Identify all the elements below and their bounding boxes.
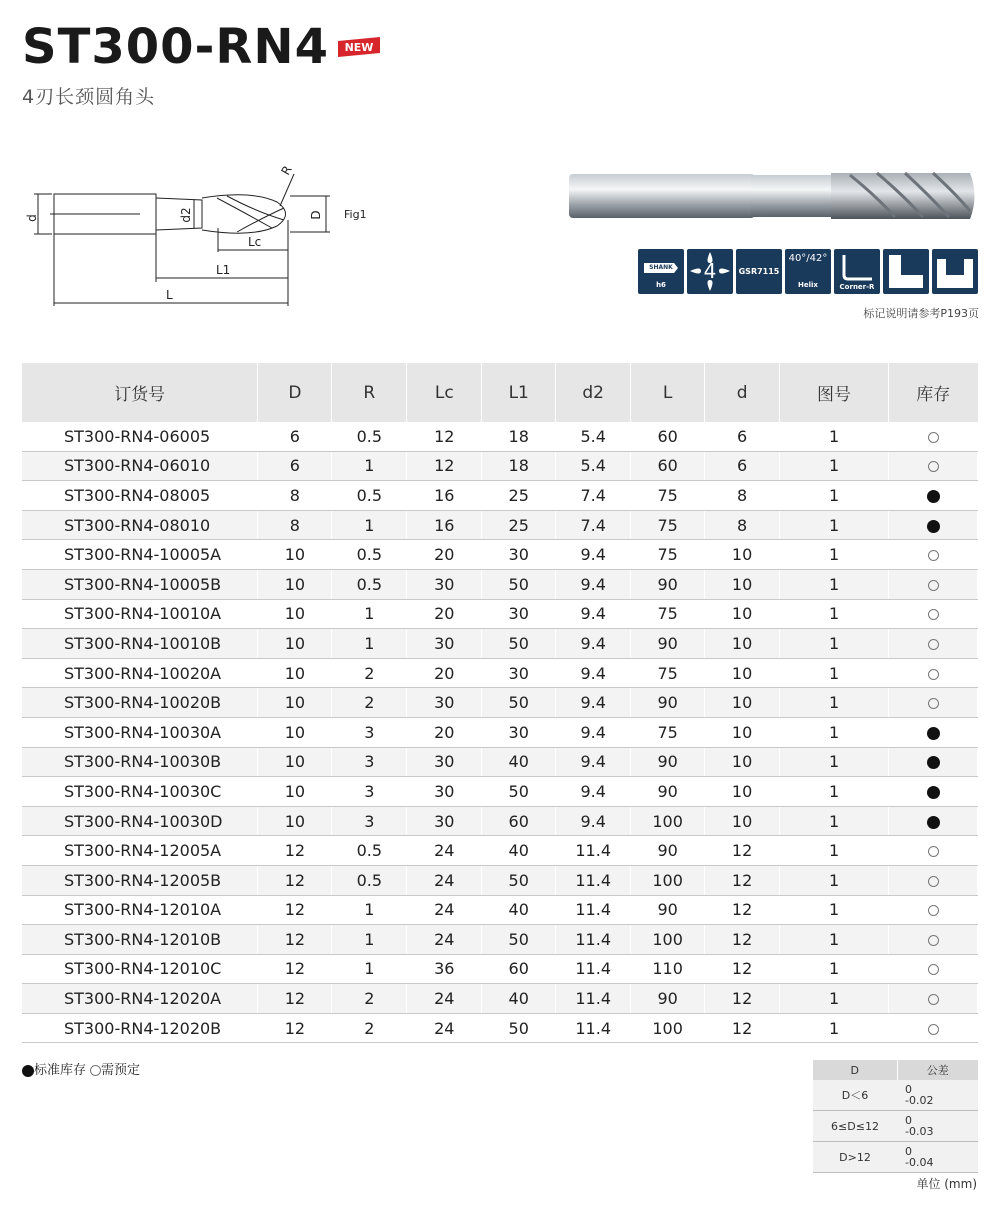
in-stock-icon [927, 520, 940, 533]
spec-table-body [22, 422, 978, 1043]
value-cell: 90 [631, 629, 705, 659]
value-cell: 2 [332, 658, 407, 688]
order-number-cell: ST300-RN4-12020B [22, 1013, 258, 1043]
value-cell: 11.4 [556, 1013, 631, 1043]
header-R: R [332, 363, 407, 422]
legend-order: 需预定 [101, 1063, 141, 1078]
value-cell: 24 [407, 984, 482, 1014]
tol-row: D＜6 0 -0.02 [813, 1080, 978, 1111]
table-row [22, 925, 978, 955]
value-cell: 75 [631, 540, 705, 570]
stock-legend [22, 1059, 140, 1078]
order-number-cell: ST300-RN4-12010B [22, 925, 258, 955]
value-cell: 12 [258, 895, 332, 925]
value-cell: 7.4 [556, 481, 631, 511]
order-required-icon [928, 935, 939, 946]
table-row [22, 954, 978, 984]
order-number-cell: ST300-RN4-10020B [22, 688, 258, 718]
value-cell: 90 [631, 688, 705, 718]
label-D: D [309, 210, 323, 220]
stock-cell [889, 954, 978, 984]
value-cell: 1 [780, 688, 889, 718]
label-Lc: Lc [248, 235, 262, 249]
stock-cell [889, 599, 978, 629]
value-cell: 10 [258, 599, 332, 629]
value-cell: 1 [780, 422, 889, 451]
shank-h6-icon: SHANK h6 [638, 249, 684, 294]
value-cell: 12 [705, 954, 780, 984]
in-stock-icon [927, 756, 940, 769]
value-cell: 11.4 [556, 895, 631, 925]
value-cell: 1 [780, 836, 889, 866]
stock-cell [889, 540, 978, 570]
label-L1: L1 [216, 263, 231, 277]
value-cell: 2 [332, 984, 407, 1014]
value-cell: 1 [780, 747, 889, 777]
value-cell: 12 [407, 451, 482, 481]
value-cell: 16 [407, 481, 482, 511]
value-cell: 12 [258, 1013, 332, 1043]
tol-row: 6≤D≤12 0 -0.03 [813, 1111, 978, 1142]
value-cell: 40 [482, 836, 556, 866]
corner-r-icon: Corner-R [834, 249, 880, 294]
value-cell: 24 [407, 925, 482, 955]
value-cell: 90 [631, 895, 705, 925]
order-number-cell: ST300-RN4-10030D [22, 806, 258, 836]
order-number-cell: ST300-RN4-08010 [22, 510, 258, 540]
header-fig: 图号 [780, 363, 889, 422]
table-row [22, 1013, 978, 1043]
stock-cell [889, 865, 978, 895]
value-cell: 75 [631, 510, 705, 540]
order-number-cell: ST300-RN4-10020A [22, 658, 258, 688]
header-L: L [631, 363, 705, 422]
product-title: ST300-RN4 [22, 19, 329, 75]
order-number-cell: ST300-RN4-10030C [22, 777, 258, 807]
value-cell: 12 [705, 984, 780, 1014]
value-cell: 9.4 [556, 717, 631, 747]
value-cell: 3 [332, 747, 407, 777]
table-row [22, 747, 978, 777]
label-d2: d2 [179, 207, 193, 223]
legend-stock: 标准库存 [34, 1063, 87, 1078]
value-cell: 12 [705, 1013, 780, 1043]
value-cell: 8 [258, 481, 332, 511]
value-cell: 9.4 [556, 629, 631, 659]
value-cell: 2 [332, 688, 407, 718]
product-subtitle: 4刃长颈圆角头 [22, 86, 156, 108]
value-cell: 10 [705, 747, 780, 777]
tool-photo [565, 165, 980, 227]
value-cell: 0.5 [332, 481, 407, 511]
value-cell: 0.5 [332, 540, 407, 570]
table-row [22, 510, 978, 540]
stock-dot-icon [22, 1065, 34, 1077]
stock-cell [889, 984, 978, 1014]
order-number-cell: ST300-RN4-12010C [22, 954, 258, 984]
tol-header-D: D [813, 1060, 897, 1080]
value-cell: 50 [482, 1013, 556, 1043]
value-cell: 11.4 [556, 865, 631, 895]
order-number-cell: ST300-RN4-06005 [22, 422, 258, 451]
header-Lc: Lc [407, 363, 482, 422]
value-cell: 12 [705, 895, 780, 925]
value-cell: 75 [631, 717, 705, 747]
value-cell: 0.5 [332, 836, 407, 866]
table-row [22, 806, 978, 836]
material-icon: GSR7115 [736, 249, 782, 294]
value-cell: 50 [482, 688, 556, 718]
order-number-cell: ST300-RN4-10030A [22, 717, 258, 747]
value-cell: 1 [332, 510, 407, 540]
table-header-row [22, 363, 978, 422]
stock-cell [889, 629, 978, 659]
value-cell: 1 [780, 925, 889, 955]
value-cell: 1 [780, 510, 889, 540]
value-cell: 12 [258, 865, 332, 895]
value-cell: 9.4 [556, 540, 631, 570]
stock-cell [889, 836, 978, 866]
value-cell: 25 [482, 481, 556, 511]
value-cell: 16 [407, 510, 482, 540]
value-cell: 6 [705, 451, 780, 481]
value-cell: 10 [705, 540, 780, 570]
order-required-icon [928, 905, 939, 916]
in-stock-icon [927, 786, 940, 799]
icon-note: 标记说明请参考P193页 [863, 307, 979, 320]
value-cell: 18 [482, 451, 556, 481]
order-required-icon [928, 698, 939, 709]
value-cell: 1 [780, 806, 889, 836]
value-cell: 6 [705, 422, 780, 451]
order-number-cell: ST300-RN4-10005A [22, 540, 258, 570]
table-row [22, 629, 978, 659]
value-cell: 1 [780, 569, 889, 599]
value-cell: 100 [631, 925, 705, 955]
value-cell: 30 [407, 629, 482, 659]
value-cell: 75 [631, 599, 705, 629]
value-cell: 20 [407, 599, 482, 629]
value-cell: 60 [482, 806, 556, 836]
value-cell: 50 [482, 865, 556, 895]
value-cell: 8 [705, 481, 780, 511]
value-cell: 9.4 [556, 688, 631, 718]
order-number-cell: ST300-RN4-12020A [22, 984, 258, 1014]
value-cell: 50 [482, 629, 556, 659]
value-cell: 1 [780, 629, 889, 659]
value-cell: 40 [482, 747, 556, 777]
stock-cell [889, 451, 978, 481]
value-cell: 30 [407, 806, 482, 836]
value-cell: 36 [407, 954, 482, 984]
value-cell: 10 [705, 806, 780, 836]
value-cell: 24 [407, 836, 482, 866]
value-cell: 1 [780, 777, 889, 807]
order-required-icon [928, 550, 939, 561]
value-cell: 75 [631, 481, 705, 511]
value-cell: 90 [631, 836, 705, 866]
stock-cell [889, 925, 978, 955]
order-required-icon [928, 461, 939, 472]
value-cell: 11.4 [556, 925, 631, 955]
value-cell: 100 [631, 1013, 705, 1043]
value-cell: 12 [705, 925, 780, 955]
header-D: D [258, 363, 332, 422]
value-cell: 6 [258, 451, 332, 481]
value-cell: 5.4 [556, 422, 631, 451]
value-cell: 10 [705, 777, 780, 807]
order-dot-icon [90, 1065, 101, 1076]
value-cell: 10 [258, 629, 332, 659]
value-cell: 5.4 [556, 451, 631, 481]
header-order-no: 订货号 [22, 363, 258, 422]
badge-text: NEW [344, 41, 374, 54]
table-row [22, 895, 978, 925]
order-required-icon [928, 432, 939, 443]
stock-cell [889, 1013, 978, 1043]
table-row [22, 865, 978, 895]
stock-cell [889, 422, 978, 451]
fig-label: Fig1 [344, 208, 367, 221]
value-cell: 20 [407, 658, 482, 688]
tolerance-table [813, 1060, 978, 1173]
value-cell: 25 [482, 510, 556, 540]
header-d: d [705, 363, 780, 422]
tol-header-tolerance: 公差 [897, 1060, 978, 1080]
value-cell: 1 [780, 1013, 889, 1043]
tol-row: D>12 0 -0.04 [813, 1142, 978, 1173]
value-cell: 75 [631, 658, 705, 688]
stock-cell [889, 747, 978, 777]
value-cell: 10 [705, 569, 780, 599]
value-cell: 90 [631, 569, 705, 599]
value-cell: 12 [705, 836, 780, 866]
order-number-cell: ST300-RN4-06010 [22, 451, 258, 481]
table-row [22, 658, 978, 688]
stock-cell [889, 777, 978, 807]
value-cell: 1 [780, 599, 889, 629]
value-cell: 10 [705, 658, 780, 688]
order-required-icon [928, 669, 939, 680]
header-L1: L1 [482, 363, 556, 422]
value-cell: 1 [780, 954, 889, 984]
stock-cell [889, 806, 978, 836]
technical-drawing [22, 160, 382, 310]
table-row [22, 481, 978, 511]
stock-cell [889, 569, 978, 599]
order-required-icon [928, 1024, 939, 1035]
value-cell: 12 [258, 925, 332, 955]
value-cell: 30 [482, 658, 556, 688]
value-cell: 1 [332, 451, 407, 481]
value-cell: 10 [258, 688, 332, 718]
value-cell: 1 [780, 540, 889, 570]
value-cell: 20 [407, 717, 482, 747]
value-cell: 1 [332, 954, 407, 984]
value-cell: 10 [258, 540, 332, 570]
order-required-icon [928, 846, 939, 857]
stock-cell [889, 895, 978, 925]
order-number-cell: ST300-RN4-08005 [22, 481, 258, 511]
value-cell: 50 [482, 569, 556, 599]
table-row [22, 569, 978, 599]
value-cell: 9.4 [556, 599, 631, 629]
value-cell: 30 [407, 569, 482, 599]
table-row [22, 599, 978, 629]
value-cell: 3 [332, 777, 407, 807]
value-cell: 0.5 [332, 865, 407, 895]
header-d2: d2 [556, 363, 631, 422]
value-cell: 1 [780, 481, 889, 511]
shoulder-milling-icon [883, 249, 929, 294]
helix-icon: 40°/42° Helix [785, 249, 831, 294]
stock-cell [889, 717, 978, 747]
order-required-icon [928, 994, 939, 1005]
value-cell: 12 [258, 984, 332, 1014]
value-cell: 10 [258, 717, 332, 747]
value-cell: 8 [258, 510, 332, 540]
value-cell: 10 [705, 688, 780, 718]
order-required-icon [928, 580, 939, 591]
value-cell: 1 [780, 865, 889, 895]
table-row [22, 777, 978, 807]
value-cell: 11.4 [556, 836, 631, 866]
value-cell: 30 [482, 599, 556, 629]
label-d: d [25, 214, 39, 222]
order-required-icon [928, 876, 939, 887]
value-cell: 24 [407, 1013, 482, 1043]
order-number-cell: ST300-RN4-10005B [22, 569, 258, 599]
value-cell: 1 [780, 717, 889, 747]
value-cell: 90 [631, 747, 705, 777]
table-row [22, 540, 978, 570]
value-cell: 9.4 [556, 806, 631, 836]
value-cell: 10 [705, 599, 780, 629]
value-cell: 12 [407, 422, 482, 451]
value-cell: 30 [407, 747, 482, 777]
stock-cell [889, 510, 978, 540]
value-cell: 10 [705, 629, 780, 659]
stock-cell [889, 481, 978, 511]
table-row [22, 422, 978, 451]
value-cell: 30 [482, 717, 556, 747]
value-cell: 9.4 [556, 569, 631, 599]
stock-cell [889, 658, 978, 688]
value-cell: 90 [631, 777, 705, 807]
value-cell: 60 [631, 451, 705, 481]
table-row [22, 451, 978, 481]
value-cell: 0.5 [332, 422, 407, 451]
value-cell: 12 [258, 954, 332, 984]
value-cell: 1 [780, 658, 889, 688]
value-cell: 1 [780, 895, 889, 925]
value-cell: 9.4 [556, 777, 631, 807]
value-cell: 10 [258, 569, 332, 599]
in-stock-icon [927, 816, 940, 829]
label-R: R [278, 163, 295, 178]
table-row [22, 836, 978, 866]
value-cell: 100 [631, 865, 705, 895]
table-row [22, 717, 978, 747]
label-L: L [166, 288, 173, 302]
value-cell: 11.4 [556, 984, 631, 1014]
value-cell: 1 [332, 895, 407, 925]
value-cell: 6 [258, 422, 332, 451]
slot-milling-icon [932, 249, 978, 294]
value-cell: 3 [332, 717, 407, 747]
value-cell: 1 [332, 925, 407, 955]
value-cell: 24 [407, 895, 482, 925]
in-stock-icon [927, 490, 940, 503]
value-cell: 3 [332, 806, 407, 836]
order-number-cell: ST300-RN4-12005B [22, 865, 258, 895]
value-cell: 20 [407, 540, 482, 570]
order-number-cell: ST300-RN4-10010A [22, 599, 258, 629]
value-cell: 9.4 [556, 658, 631, 688]
value-cell: 60 [631, 422, 705, 451]
value-cell: 18 [482, 422, 556, 451]
value-cell: 10 [258, 777, 332, 807]
value-cell: 12 [705, 865, 780, 895]
order-number-cell: ST300-RN4-12005A [22, 836, 258, 866]
value-cell: 10 [258, 658, 332, 688]
value-cell: 40 [482, 895, 556, 925]
value-cell: 50 [482, 777, 556, 807]
value-cell: 0.5 [332, 569, 407, 599]
order-number-cell: ST300-RN4-10030B [22, 747, 258, 777]
header-stock: 库存 [889, 363, 978, 422]
value-cell: 1 [780, 451, 889, 481]
value-cell: 1 [780, 984, 889, 1014]
value-cell: 10 [258, 806, 332, 836]
four-flute-icon: 4 [687, 249, 733, 294]
value-cell: 100 [631, 806, 705, 836]
value-cell: 60 [482, 954, 556, 984]
unit-note: 单位 (mm) [916, 1177, 977, 1191]
value-cell: 24 [407, 865, 482, 895]
value-cell: 11.4 [556, 954, 631, 984]
value-cell: 8 [705, 510, 780, 540]
order-number-cell: ST300-RN4-12010A [22, 895, 258, 925]
stock-cell [889, 688, 978, 718]
value-cell: 12 [258, 836, 332, 866]
order-required-icon [928, 609, 939, 620]
spec-table [22, 363, 978, 1043]
value-cell: 10 [705, 717, 780, 747]
value-cell: 30 [407, 777, 482, 807]
table-row [22, 984, 978, 1014]
value-cell: 1 [332, 599, 407, 629]
value-cell: 110 [631, 954, 705, 984]
table-row [22, 688, 978, 718]
value-cell: 7.4 [556, 510, 631, 540]
value-cell: 1 [332, 629, 407, 659]
value-cell: 30 [482, 540, 556, 570]
order-required-icon [928, 964, 939, 975]
value-cell: 2 [332, 1013, 407, 1043]
new-badge [336, 36, 382, 58]
value-cell: 9.4 [556, 747, 631, 777]
value-cell: 40 [482, 984, 556, 1014]
value-cell: 30 [407, 688, 482, 718]
value-cell: 50 [482, 925, 556, 955]
order-number-cell: ST300-RN4-10010B [22, 629, 258, 659]
value-cell: 10 [258, 747, 332, 777]
value-cell: 90 [631, 984, 705, 1014]
in-stock-icon [927, 727, 940, 740]
order-required-icon [928, 639, 939, 650]
